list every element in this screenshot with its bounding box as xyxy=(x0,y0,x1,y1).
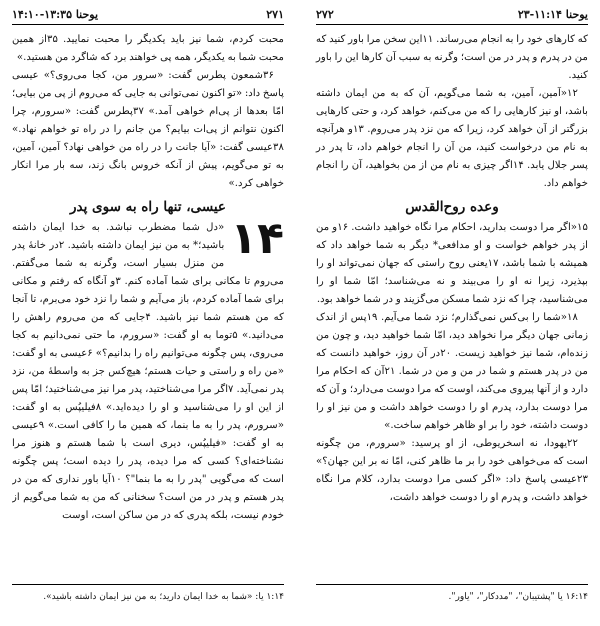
left-paragraph: ۳۶شمعون پطرس گفت: «سرور من، کجا می‌روی؟» عیسی پاسخ داد: «تو اکنون نمی‌توانی به جایی که می‌روم از پی من بیایی؛ امّا بعدها از پی‌ام خواهی آمد.» ۳۷پطرس گفت: «سرورم، چرا اکنون نتوانم از پی‌ات بیایم؟ من جانم را در راه تو خواهم نهاد.» ۳۸عیسی گفت: «آیا جانت را در راه من خواهی نهاد؟ آمین، آمین، به تو می‌گویم، پیش از آنکه خروس بانگ زند، سه بار مرا انکار خواهی کرد.» xyxy=(12,70,284,189)
right-page-section: یوحنا ۱۱:۱۴-۲۳ xyxy=(517,8,588,21)
right-paragraph: که کارهای خود را به انجام می‌رساند. ۱۱این سخن مرا باور کنید که من در پدرم و پدر در من است؛ وگرنه به سبب آن کارها این را باور کنید. xyxy=(316,34,588,81)
left-page-header xyxy=(12,8,284,25)
right-paragraph: ۱۸«شما را بی‌کس نمی‌گذارم؛ نزد شما می‌آیم. ۱۹پس از اندک زمانی جهان دیگر مرا نخواهد دید، امّا شما خواهید دید، و چون من زنده‌ام، شما نیز خواهید زیست. ۲۰در آن روز، خواهید دانست که من در پدر هستم و شما در من و من در شما. ۲۱آن که احکام مرا دارد و از آنها پیروی می‌کند، اوست که مرا دوست می‌دارد؛ و آن که مرا دوست بدارد، پدرم او را دوست خواهد داشت و من نیز او را دوست داشته، خود را بر او ظاهر خواهم ساخت.» xyxy=(316,312,589,431)
right-page-number: ۲۷۲ xyxy=(316,8,334,21)
right-footnote: ۱۶:۱۴ یا "پشتیبان"، "مددکار"، "یاور". xyxy=(316,584,588,603)
left-page-number: ۲۷۱ xyxy=(266,8,284,21)
left-paragraph: محبت کردم، شما نیز باید یکدیگر را محبت نمایید. ۳۵از همین محبت شما به یکدیگر، همه پی خواهند برد که شاگرد من هستید.» xyxy=(12,34,284,63)
right-page xyxy=(316,8,588,507)
left-page xyxy=(12,8,284,525)
right-paragraph: ۲۲یهودا، نه اسخریوطی، از او پرسید: «سرورم، من چگونه است که می‌خواهی خود را بر ما ظاهر کنی، امّا نه بر این جهان؟» ۲۳عیسی پاسخ داد: «اگر کسی مرا دوست بدارد، کلام مرا نگاه خواهد داشت، و پدرم او را دوست خواهد داشت، xyxy=(316,438,588,503)
left-page-section: یوحنا ۱۳:۳۵-۱۴:۱۰ xyxy=(12,8,99,21)
chapter-number: ۱۴ xyxy=(230,219,284,264)
chapter-start xyxy=(12,219,284,525)
right-paragraph: ۱۲«آمین، آمین، به شما می‌گویم، آن که به من ایمان داشته باشد، او نیز کارهایی را که من می‌کنم، خواهد کرد، و حتی کارهایی بزرگتر از آن خواهد کرد، زیرا که من نزد پدر می‌روم. ۱۳و هرآنچه به نام من درخواست کنید، من آن را انجام خواهم داد، تا پدر در پسر جلال یابد. ۱۴اگر چیزی به نام من از من بخواهید، آن را انجام خواهم داد. xyxy=(316,88,589,189)
right-paragraph: ۱۵«اگر مرا دوست بدارید، احکام مرا نگاه خواهید داشت. ۱۶و من از پدر خواهم خواست و او مدافعی* دیگر به شما خواهد داد که همیشه با شما باشد، ۱۷یعنی روح راستی که جهان نمی‌تواند او را بپذیرد، زیرا نه او را می‌بیند و نه می‌شناسد؛ امّا شما او را می‌شناسید، چرا که نزد شما مسکن می‌گزیند و در شما خواهد بود. xyxy=(316,222,588,305)
right-page-header xyxy=(316,8,588,25)
left-footnote: ۱:۱۴ یا: «شما به خدا ایمان دارید؛ به من نیز ایمان داشته باشید». xyxy=(12,584,284,603)
section-heading: عیسی، تنها راه به سوی پدر xyxy=(69,199,226,215)
left-paragraph: «دل شما مضطرب نباشد. به خدا ایمان داشته باشید؛* به من نیز ایمان داشته باشید. ۲در خانهٔ پدر من منزل بسیار است، وگرنه به شما می‌گفتم. می‌روم تا مکانی برای شما آماده کنم. ۳و آنگاه که رفتم و مکانی برای شما آماده کردم، باز می‌آیم و شما را نزد خود می‌برم، تا آنجا که من هستم شما نیز باشید. ۴جایی که من می‌روم راهش را می‌دانید.» ۵توما به او گفت: «سرورم، ما حتی نمی‌دانیم به کجا می‌روی، پس چگونه می‌توانیم راه را بدانیم؟» ۶عیسی به او گفت: «من راه و راستی و حیات هستم؛ هیچ‌کس جز به واسطهٔ من، نزد پدر نمی‌آید. ۷اگر مرا می‌شناختید، پدر مرا نیز می‌شناختید؛ امّا پس از این او را می‌شناسید و او را دیده‌اید.» ۸فیلیپُس به او گفت: «سرورم، پدر را به ما بنما، که همین ما را کافی است.» ۹عیسی به او گفت: «فیلیپُس، دیری است با شما هستم و هنوز مرا نشناخته‌ای؟ کسی که مرا دیده، پدر را دیده است؛ پس چگونه است که می‌گویی "پدر را به ما بنما"؟ ۱۰آیا باور نداری که من در پدر هستم و پدر در من است؟ سخنانی که من به شما می‌گویم از خودم نیست، بلکه پدری که در من ساکن است، اوست xyxy=(12,222,284,521)
section-heading: وعده روح‌القدس xyxy=(405,199,499,215)
